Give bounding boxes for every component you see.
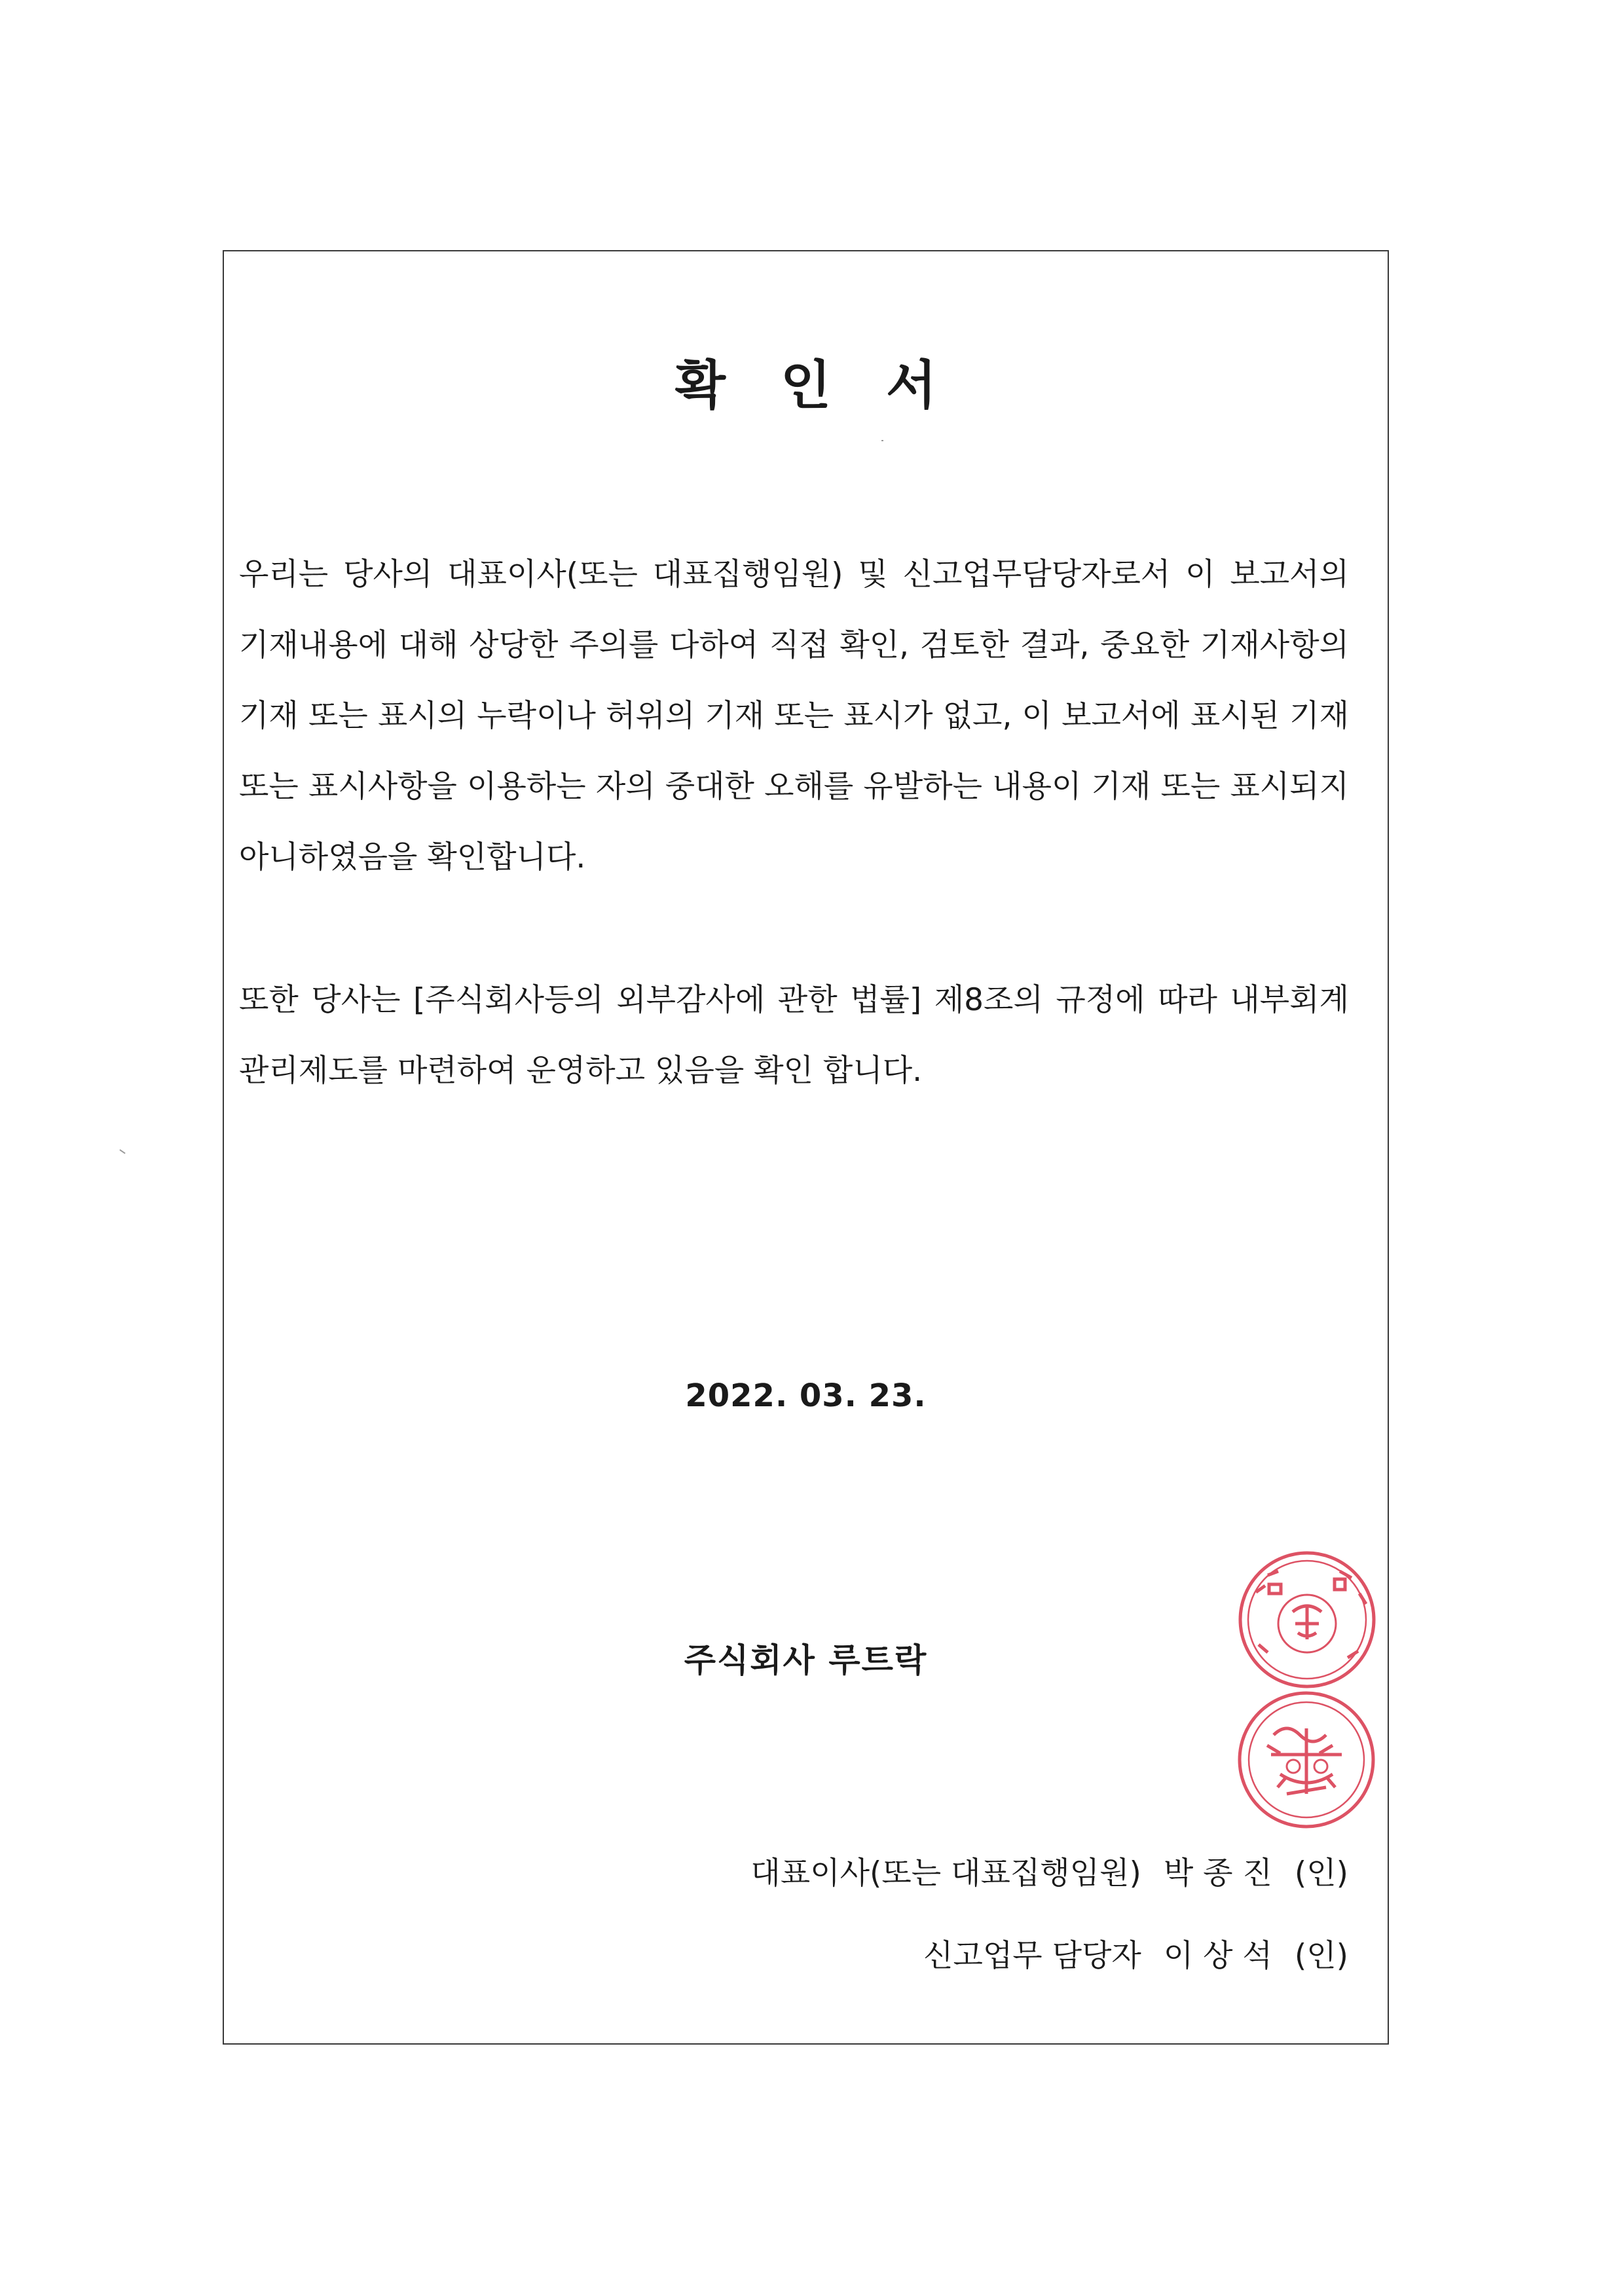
signature-row-ceo [750,1849,1348,1893]
seal-mark: (인) [1294,1938,1348,1974]
seal-mark: (인) [1294,1855,1348,1891]
signature-row-officer [923,1931,1348,1975]
signer-name: 박 종 진 [1163,1855,1272,1891]
signer-role: 신고업무 담당자 [923,1938,1141,1974]
document-date: 2022. 03. 23. [685,1377,927,1414]
scan-speck [881,440,883,441]
scan-speck [119,1149,125,1154]
signer-name: 이 상 석 [1163,1938,1272,1974]
confirmation-paragraph: 우리는 당사의 대표이사(또는 대표집행임원) 및 신고업무담당자로서 이 보고서의 기재내용에 대해 상당한 주의를 다하여 직접 확인, 검토한 결과, 중요한 기재사항의 기재 또는 표시의 누락이나 허위의 기재 또는 표시가 없고, 이 보고서에 표시된 기재 또는 표시사항을 이용하는 자의 중대한 오해를 유발하는 내용이 기재 또는 표시되지 아니하였음을 확인합니다. [239,556,1349,875]
internal-control-paragraph: 또한 당사는 [주식회사등의 외부감사에 관한 법률] 제8조의 규정에 따라 내부회계관리제도를 마련하여 운영하고 있음을 확인 합니다. [239,982,1349,1089]
document-title: 확 인 서 [674,355,955,416]
company-name: 주식회사 루트락 [684,1641,928,1679]
document-frame [223,250,1389,2045]
signer-role: 대표이사(또는 대표집행임원) [750,1855,1141,1891]
